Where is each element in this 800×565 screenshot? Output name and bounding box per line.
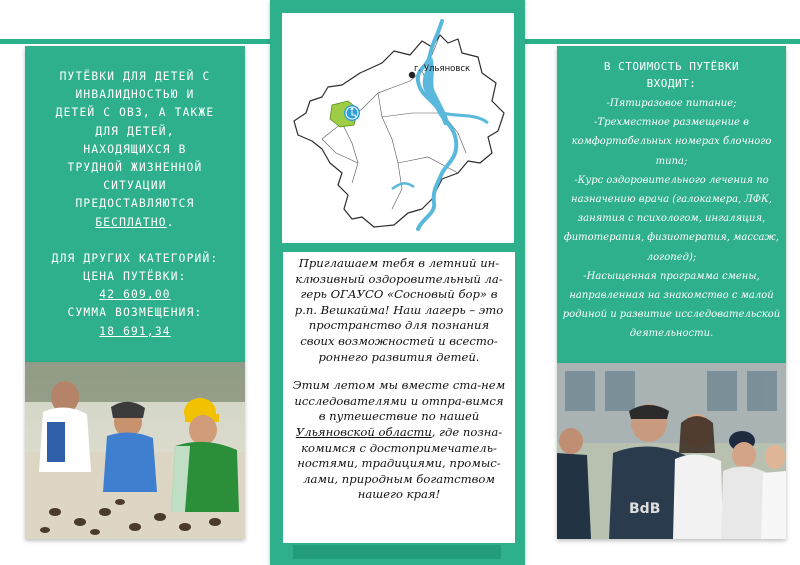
photo-children-group xyxy=(557,363,786,539)
included-heading-line-2: ВХОДИТ: xyxy=(646,77,697,90)
other-categories-line: ДЛЯ ДРУГИХ КАТЕГОРИЙ: xyxy=(51,251,219,265)
bottom-decor-bar xyxy=(293,545,501,559)
right-info-panel xyxy=(557,46,786,363)
refund-label: СУММА ВОЗМЕЩЕНИЯ: xyxy=(67,306,203,320)
included-item: -Пятиразовое питание; xyxy=(606,98,737,109)
left-line: ПРЕДОСТАВЛЯЮТСЯ xyxy=(75,197,195,211)
photo-children-crafts-image xyxy=(25,362,245,539)
free-line xyxy=(31,214,239,232)
paragraph-2-end: , где позна-комимся с достопримечатель-ностями, традициями, промыс-лами, природным богатством нашего края! xyxy=(297,424,503,502)
price-label: ЦЕНА ПУТЁВКИ: xyxy=(83,270,187,284)
included-heading-line-1: В СТОИМОСТЬ ПУТЁВКИ xyxy=(603,60,740,73)
left-info-text xyxy=(31,68,239,341)
price-value: 42 609,00 xyxy=(99,288,171,302)
left-line: ТРУДНОЙ ЖИЗНЕННОЙ xyxy=(67,161,203,175)
left-info-panel xyxy=(25,46,245,362)
ulyanovsk-region-map xyxy=(282,13,514,243)
left-line: ПУТЁВКИ ДЛЯ ДЕТЕЙ С xyxy=(59,70,211,83)
included-heading xyxy=(561,58,782,92)
included-item: -Насыщенная программа смены, направленная на знакомство с малой родиной и развитие исследовательской деятельности. xyxy=(562,270,781,340)
photo-children-group-image xyxy=(557,363,786,539)
left-line: НАХОДЯЩИХСЯ В xyxy=(83,142,187,156)
left-line: ИНВАЛИДНОСТЬЮ И xyxy=(75,88,195,102)
invitation-paragraph-2 xyxy=(291,378,507,503)
left-line: СИТУАЦИИ xyxy=(103,179,167,193)
refund-value: 18 691,34 xyxy=(99,324,171,338)
free-word: БЕСПЛАТНО xyxy=(95,215,167,229)
included-item: -Курс оздоровительного лечения по назначению врача (галокамера, ЛФК, занятия с психологом, ингаляция, фитотерапия, физиотерапия, массаж, логопед); xyxy=(563,174,780,263)
region-name-link: Ульяновской области xyxy=(295,424,432,439)
accessibility-icon xyxy=(344,105,360,121)
svg-text:BdB: BdB xyxy=(629,501,661,517)
free-suffix: . xyxy=(166,215,175,229)
city-label: г. Ульяновск xyxy=(414,64,471,74)
invitation-paragraph-1: Приглашаем тебя в летний ин-клюзивный оздоровительный ла-герь ОГАУСО «Сосновый бор» в р.п. Вешкайма! Наш лагерь – это пространство для познания своих возможностей и всесто-роннего развития детей. xyxy=(294,256,504,364)
photo-children-crafts xyxy=(25,362,245,539)
invitation-text-box xyxy=(283,252,515,543)
included-services xyxy=(561,58,782,344)
left-line: ДЛЯ ДЕТЕЙ, xyxy=(95,124,175,138)
left-line: ДЕТЕЙ С ОВЗ, А ТАКЖЕ xyxy=(55,106,215,120)
region-map xyxy=(282,13,514,243)
included-item: -Трехместное размещение в комфортабельных номерах блочного типа; xyxy=(571,117,772,167)
paragraph-2-start: Этим летом мы вместе ста-нем исследователями и отпра-вимся в путешествие по нашей xyxy=(292,378,506,424)
